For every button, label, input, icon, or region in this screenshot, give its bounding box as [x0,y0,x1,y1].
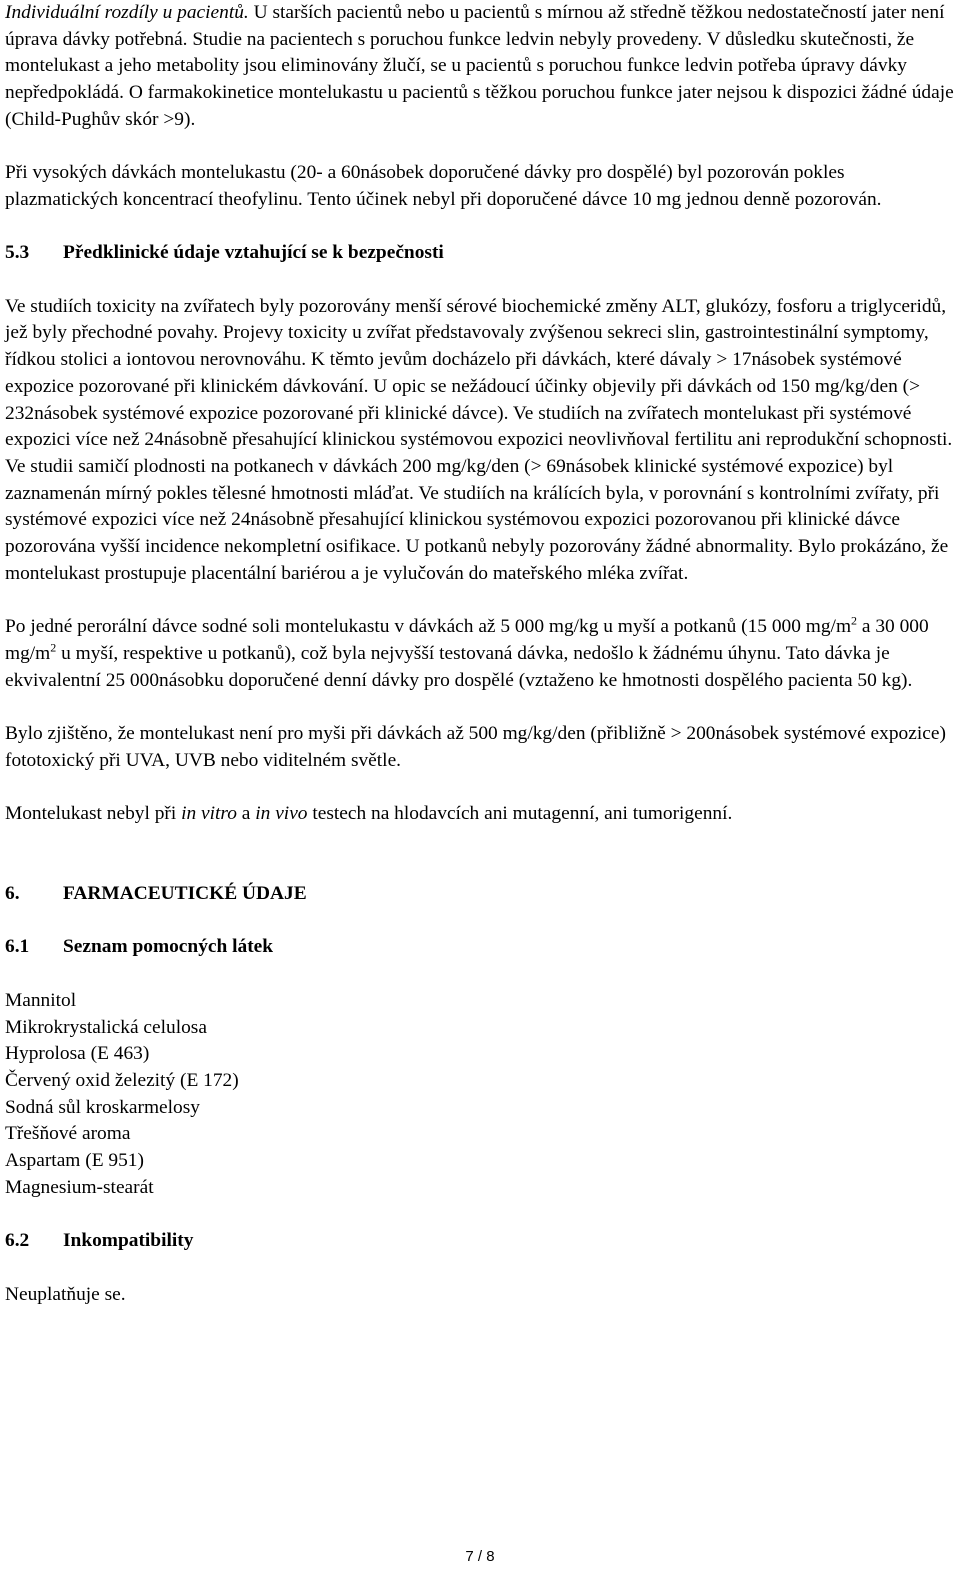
paragraph-individual-differences [5,0,955,134]
page-number: 7 / 8 [465,1548,495,1565]
list-item: Magnesium-stearát [5,1176,154,1198]
italic-term: in vitro [181,803,237,824]
superscript: 2 [851,613,858,628]
paragraph-phototoxicity: Bylo zjištěno, že montelukast není pro myši při dávkách až 500 mg/kg/den (přibližně > 200násobek systémové expozice) fototoxický při UVA, UVB nebo viditelném světle. [5,722,946,771]
list-item: Červený oxid železitý (E 172) [5,1069,239,1091]
italic-term: in vivo [255,803,308,824]
paragraph-text: Po jedné perorální dávce sodné soli montelukastu v dávkách až 5 000 mg/kg u myší a potkanů (15 000 mg/m [5,616,852,638]
section-title: Inkompatibility [63,1230,194,1252]
paragraph-toxicity: Ve studiích toxicity na zvířatech byly pozorovány menší sérové biochemické změny ALT, glukózy, fosforu a triglyceridů, jež byly přechodné povahy. Projevy toxicity u zvířat představovaly zvýšenou sekreci slin, gastrointestinální symptomy, řídkou stolici a iontovou nerovnováhu. K těmto jevům docházelo při dávkách, které dávaly > 17násobek systémové expozice pozorované při klinickém dávkování. U opic se nežádoucí účinky objevily při dávkách od 150 mg/kg/den (> 232násobek systémové expozice pozorované při klinické dávce). Ve studiích na zvířatech montelukast při systémové expozici více než 24násobně přesahující klinickou systémovou expozici neovlivňoval fertilitu ani reprodukční schopnosti. Ve studii samičí plodnosti na potkanech v dávkách 200 mg/kg/den (> 69násobek klinické systémové expozice) byl zaznamenán mírný pokles tělesné hmotnosti mláďat. Ve studiích na králících byla, v porovnání s kontrolními zvířaty, při systémové expozici více než 24násobně přesahující klinickou systémovou expozici pozorovanou při klinické dávce pozorována vyšší incidence nekompletní osifikace. U potkanů nebyly pozorovány žádné abnormality. Bylo prokázáno, že montelukast prostupuje placentální bariérou a je vylučován do mateřského mléka zvířat. [5,295,953,584]
list-item: Mikrokrystalická celulosa [5,1016,207,1038]
list-item: Mannitol [5,989,77,1011]
paragraph-text: U starších pacientů nebo u pacientů s mírnou až středně těžkou nedostatečností jater není úprava dávky potřebná. Studie na pacientech s poruchou funkce ledvin nebyly provedeny. V důsledku skutečnosti, že montelukast a jeho metabolity jsou eliminovány žlučí, se u pacientů s poruchou funkce ledvin potřeba úpravy dávky nepředpokládá. O farmakokinetice montelukastu u pacientů s těžkou poruchou funkce jater nejsou k dispozici žádné údaje (Child-Pughův skór >9). [5,2,954,130]
paragraph-text: testech na hlodavcích ani mutagenní, ani tumorigenní. [307,803,733,824]
paragraph-incompatibility: Neuplatňuje se. [5,1283,126,1305]
section-number: 6.2 [5,1230,30,1252]
heading-6-1 [5,934,955,961]
list-item: Aspartam (E 951) [5,1150,144,1172]
section-number: 5.3 [5,242,30,264]
list-item: Třešňové aroma [5,1123,131,1145]
heading-5-3 [5,240,955,267]
list-item: Sodná sůl kroskarmelosy [5,1096,200,1118]
heading-6 [5,881,955,908]
section-title: Předklinické údaje vztahující se k bezpečnosti [63,242,444,264]
italic-lead: Individuální rozdíly u pacientů. [5,2,249,23]
paragraph-text: u myší, respektive u potkanů), což byla nejvyšší testovaná dávka, nedošlo k žádnému úhynu. Tato dávka je ekvivalentní 25 000násobku doporučené denní dávky pro dospělé (vztaženo ke hmotnosti dospělého pacienta 50 kg). [5,642,913,691]
section-title: FARMACEUTICKÉ ÚDAJE [63,883,307,905]
paragraph-theophylline: Při vysokých dávkách montelukastu (20- a 60násobek doporučené dávky pro dospělé) byl pozorován pokles plazmatických koncentrací theofylinu. Tento účinek nebyl při doporučené dávce 10 mg jednou denně pozorován. [5,162,882,210]
list-item: Hyprolosa (E 463) [5,1043,150,1065]
section-number: 6.1 [5,936,30,958]
section-title: Seznam pomocných látek [63,936,274,958]
section-number: 6. [5,883,20,905]
paragraph-mutagenicity [5,801,955,828]
paragraph-text: a 30 000 mg/m [5,616,929,664]
paragraph-single-dose [5,614,955,694]
paragraph-text: Montelukast nebyl při [5,803,182,824]
document-page [5,0,955,1308]
superscript: 2 [50,640,57,655]
excipient-list [5,988,955,1202]
paragraph-text: a [236,803,256,824]
heading-6-2 [5,1228,955,1255]
